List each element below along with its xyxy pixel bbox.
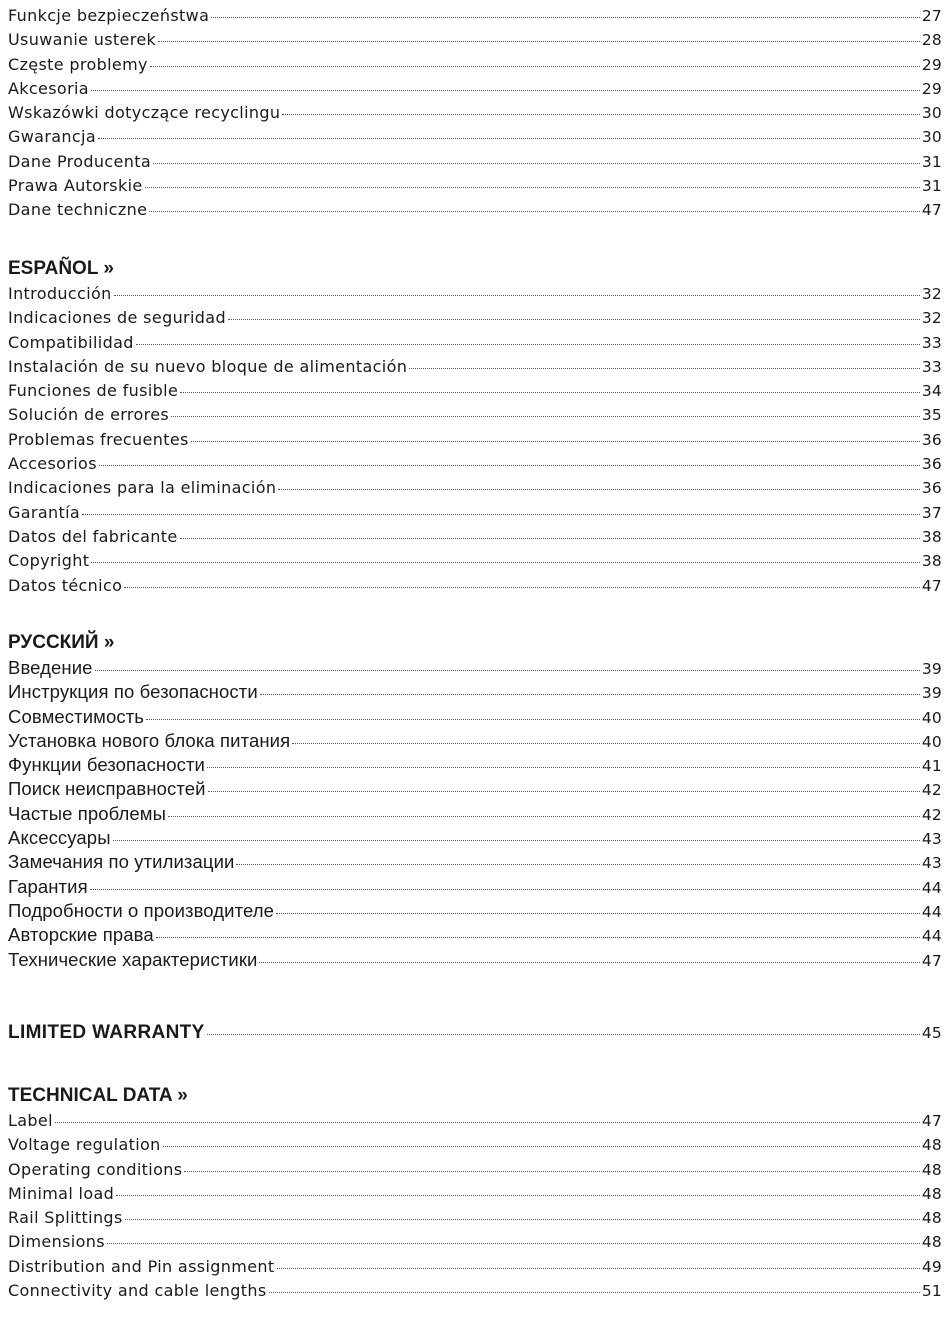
toc-entry-label: Voltage regulation — [8, 1135, 161, 1155]
toc-entry-page: 36 — [921, 430, 942, 449]
toc-entry[interactable] — [8, 1182, 942, 1206]
toc-entry-label: Функции безопасности — [8, 754, 205, 776]
toc-entry-label: Copyright — [8, 551, 90, 571]
toc-entry[interactable] — [8, 826, 942, 850]
toc-entry-page: 48 — [921, 1233, 942, 1252]
toc-entry-page: 47 — [921, 951, 942, 970]
toc-entry[interactable] — [8, 77, 942, 101]
dot-leader — [180, 392, 920, 393]
dot-leader — [114, 295, 920, 296]
toc-entry-page: 44 — [921, 878, 942, 897]
toc-section-limited-warranty — [8, 1019, 942, 1047]
section-heading-espanol: ESPAÑOL » — [8, 258, 114, 279]
toc-entry-label: Совместимость — [8, 705, 145, 727]
toc-entry-label: Rail Splittings — [8, 1208, 123, 1228]
toc-entry[interactable] — [8, 777, 942, 801]
toc-entry[interactable] — [8, 525, 942, 549]
toc-entry[interactable] — [8, 150, 942, 174]
toc-entry[interactable] — [8, 53, 942, 77]
toc-list-espanol — [8, 282, 942, 598]
toc-entry[interactable] — [8, 125, 942, 149]
toc-entry-page: 47 — [921, 1112, 942, 1130]
dot-leader — [99, 465, 920, 466]
toc-entry[interactable] — [8, 1206, 942, 1230]
toc-entry-label: Operating conditions — [8, 1159, 183, 1179]
toc-section-technical-data — [8, 1083, 942, 1303]
dot-leader — [149, 211, 920, 212]
toc-entry-page: 38 — [921, 527, 942, 546]
toc-entry-label: Indicaciones de seguridad — [8, 308, 226, 328]
toc-entry-page: 48 — [921, 1184, 942, 1203]
dot-leader — [91, 90, 920, 91]
toc-entry-page: 48 — [921, 1209, 942, 1228]
toc-entry-page: 41 — [921, 757, 942, 776]
dot-leader — [207, 767, 920, 768]
toc-entry-page: 47 — [921, 201, 942, 220]
dot-leader — [180, 538, 920, 539]
toc-entry[interactable] — [8, 1230, 942, 1254]
toc-entry[interactable] — [8, 476, 942, 500]
dot-leader — [113, 840, 920, 841]
toc-entry-label: Label — [8, 1111, 53, 1130]
toc-entry-label: Dimensions — [8, 1232, 105, 1252]
toc-entry-page: 49 — [921, 1257, 942, 1276]
toc-entry[interactable] — [8, 101, 942, 125]
toc-entry[interactable] — [8, 282, 942, 306]
toc-entry[interactable] — [8, 174, 942, 198]
dot-leader — [136, 344, 920, 345]
toc-entry-page: 40 — [921, 732, 942, 751]
toc-entry[interactable] — [8, 729, 942, 753]
toc-entry-page: 42 — [921, 805, 942, 824]
toc-entry-page: 47 — [921, 576, 942, 595]
dot-leader — [282, 114, 919, 115]
toc-entry-label: Instalación de su nuevo bloque de alimentación — [8, 356, 408, 376]
toc-entry-label: Gwarancja — [8, 127, 97, 147]
dot-leader — [158, 41, 920, 42]
toc-entry-label: Установка нового блока питания — [8, 729, 291, 751]
toc-entry-label: Введение — [8, 657, 93, 678]
dot-leader — [145, 187, 920, 188]
dot-leader — [208, 791, 920, 792]
toc-entry[interactable] — [8, 680, 942, 704]
toc-entry[interactable] — [8, 452, 942, 476]
dot-leader — [278, 489, 920, 490]
dot-leader — [259, 962, 919, 963]
toc-entry[interactable] — [8, 1255, 942, 1279]
toc-entry[interactable] — [8, 1109, 942, 1133]
dot-leader — [116, 1195, 920, 1196]
dot-leader — [146, 719, 920, 720]
toc-entry-label: Solución de errores — [8, 405, 170, 425]
toc-entry-label: Dane Producenta — [8, 151, 151, 171]
dot-leader — [191, 441, 920, 442]
toc-entry-page: 31 — [921, 177, 942, 196]
toc-entry-page: 30 — [921, 128, 942, 147]
toc-entry-page: 38 — [921, 552, 942, 571]
toc-entry-page: 45 — [921, 1024, 942, 1042]
dot-leader — [125, 1219, 920, 1220]
section-heading-technical-data: TECHNICAL DATA » — [8, 1085, 188, 1106]
toc-entry-page: 29 — [921, 55, 942, 74]
toc-section-espanol — [8, 256, 942, 598]
toc-entry[interactable] — [8, 656, 942, 680]
dot-leader — [409, 368, 920, 369]
toc-entry-label: Problemas frecuentes — [8, 429, 189, 449]
toc-entry[interactable] — [8, 428, 942, 452]
toc-entry-label: Indicaciones para la eliminación — [8, 478, 277, 498]
toc-entry[interactable] — [8, 331, 942, 355]
toc-entry[interactable] — [8, 403, 942, 427]
dot-leader — [95, 670, 920, 671]
dot-leader — [90, 889, 920, 890]
toc-entry-page: 42 — [921, 781, 942, 800]
toc-entry-page: 39 — [921, 660, 942, 678]
toc-entry-label: Dane techniczne — [8, 200, 148, 220]
toc-entry[interactable] — [8, 28, 942, 52]
toc-entry[interactable] — [8, 306, 942, 330]
toc-entry-label: Distribution and Pin assignment — [8, 1256, 275, 1276]
dot-leader — [236, 864, 919, 865]
toc-entry[interactable] — [8, 923, 942, 947]
toc-entry-label: Prawa Autorskie — [8, 176, 143, 196]
dot-leader — [153, 163, 920, 164]
toc-entry-page: 44 — [921, 927, 942, 946]
toc-entry-page: 34 — [921, 382, 942, 401]
dot-leader — [171, 416, 920, 417]
toc-entry-label: Usuwanie usterek — [8, 30, 157, 50]
toc-entry[interactable] — [8, 574, 942, 598]
dot-leader — [163, 1146, 920, 1147]
toc-entry[interactable] — [8, 1158, 942, 1182]
toc-entry-label: Minimal load — [8, 1183, 115, 1203]
toc-entry-page: 36 — [921, 455, 942, 474]
toc-entry-label: Introducción — [8, 284, 112, 303]
toc-entry-page: 43 — [921, 854, 942, 873]
toc-list-russian — [8, 656, 942, 972]
toc-entry-label: Compatibilidad — [8, 332, 134, 352]
toc-entry-label: Funkcje bezpieczeństwa — [8, 6, 210, 25]
toc-entry[interactable] — [8, 705, 942, 729]
toc-entry-page: 40 — [921, 708, 942, 727]
toc-entry-page: 32 — [921, 309, 942, 328]
toc-entry-label: Поиск неисправностей — [8, 778, 206, 800]
toc-entry-label: Funciones de fusible — [8, 381, 179, 401]
toc-entry-page: 29 — [921, 79, 942, 98]
dot-leader — [269, 1292, 920, 1293]
toc-entry-label: Connectivity and cable lengths — [8, 1281, 267, 1301]
dot-leader — [107, 1243, 920, 1244]
toc-entry-label: Технические характеристики — [8, 948, 258, 970]
toc-entry-label: Datos del fabricante — [8, 526, 178, 546]
toc-entry-page: 31 — [921, 152, 942, 171]
toc-entry-label: LIMITED WARRANTY — [8, 1022, 205, 1043]
toc-entry[interactable] — [8, 501, 942, 525]
toc-entry-label: Подробности о производителе — [8, 899, 275, 921]
toc-entry-page: 33 — [921, 333, 942, 352]
toc-entry-page: 48 — [921, 1160, 942, 1179]
toc-entry-page: 32 — [921, 285, 942, 303]
toc-entry-page: 27 — [921, 7, 942, 25]
section-heading-russian: РУССКИЙ » — [8, 632, 115, 653]
toc-entry-page: 28 — [921, 31, 942, 50]
dot-leader — [82, 514, 920, 515]
toc-entry-label: Гарантия — [8, 875, 88, 897]
dot-leader — [168, 816, 920, 817]
toc-section-russian — [8, 630, 942, 972]
toc-entry-limited-warranty[interactable] — [8, 1019, 942, 1047]
toc-entry[interactable] — [8, 355, 942, 379]
toc-entry[interactable] — [8, 753, 942, 777]
dot-leader — [124, 587, 920, 588]
toc-entry[interactable] — [8, 379, 942, 403]
dot-leader — [260, 694, 920, 695]
toc-list-technical-data — [8, 1109, 942, 1303]
toc-entry-label: Wskazówki dotyczące recyclingu — [8, 103, 281, 123]
toc-entry-page: 44 — [921, 902, 942, 921]
dot-leader — [91, 562, 920, 563]
dot-leader — [276, 913, 920, 914]
toc-entry[interactable] — [8, 198, 942, 222]
dot-leader — [207, 1034, 920, 1035]
toc-entry-page: 33 — [921, 357, 942, 376]
toc-entry-label: Accesorios — [8, 454, 97, 474]
toc-entry-page: 39 — [921, 684, 942, 703]
toc-entry-page: 43 — [921, 830, 942, 849]
toc-entry-label: Częste problemy — [8, 54, 148, 74]
toc-entry-label: Инструкция по безопасности — [8, 681, 258, 703]
toc-list-polski — [8, 4, 942, 223]
toc-entry[interactable] — [8, 948, 942, 972]
toc-entry-label: Авторские права — [8, 924, 154, 946]
toc-entry-page: 48 — [921, 1136, 942, 1155]
toc-entry-page: 30 — [921, 104, 942, 123]
toc-entry-label: Datos técnico — [8, 575, 123, 595]
dot-leader — [228, 319, 920, 320]
toc-entry-label: Аксессуары — [8, 827, 111, 849]
toc-entry[interactable] — [8, 899, 942, 923]
toc-entry-label: Akcesoria — [8, 78, 89, 98]
dot-leader — [98, 138, 920, 139]
toc-entry[interactable] — [8, 4, 942, 28]
toc-section-polski — [8, 4, 942, 223]
dot-leader — [184, 1171, 919, 1172]
toc-entry[interactable] — [8, 802, 942, 826]
toc-entry-page: 51 — [921, 1282, 942, 1301]
dot-leader — [211, 17, 920, 18]
toc-entry[interactable] — [8, 875, 942, 899]
toc-entry[interactable] — [8, 549, 942, 573]
toc-entry-page: 37 — [921, 503, 942, 522]
dot-leader — [156, 937, 920, 938]
toc-entry-label: Частые проблемы — [8, 802, 167, 824]
toc-entry[interactable] — [8, 1133, 942, 1157]
toc-entry-page: 36 — [921, 479, 942, 498]
toc-entry-page: 35 — [921, 406, 942, 425]
toc-entry-label: Замечания по утилизации — [8, 851, 235, 873]
toc-entry[interactable] — [8, 850, 942, 874]
dot-leader — [150, 66, 920, 67]
dot-leader — [292, 743, 920, 744]
dot-leader — [277, 1268, 920, 1269]
toc-entry-label: Garantía — [8, 502, 81, 522]
dot-leader — [55, 1122, 920, 1123]
toc-entry[interactable] — [8, 1279, 942, 1303]
